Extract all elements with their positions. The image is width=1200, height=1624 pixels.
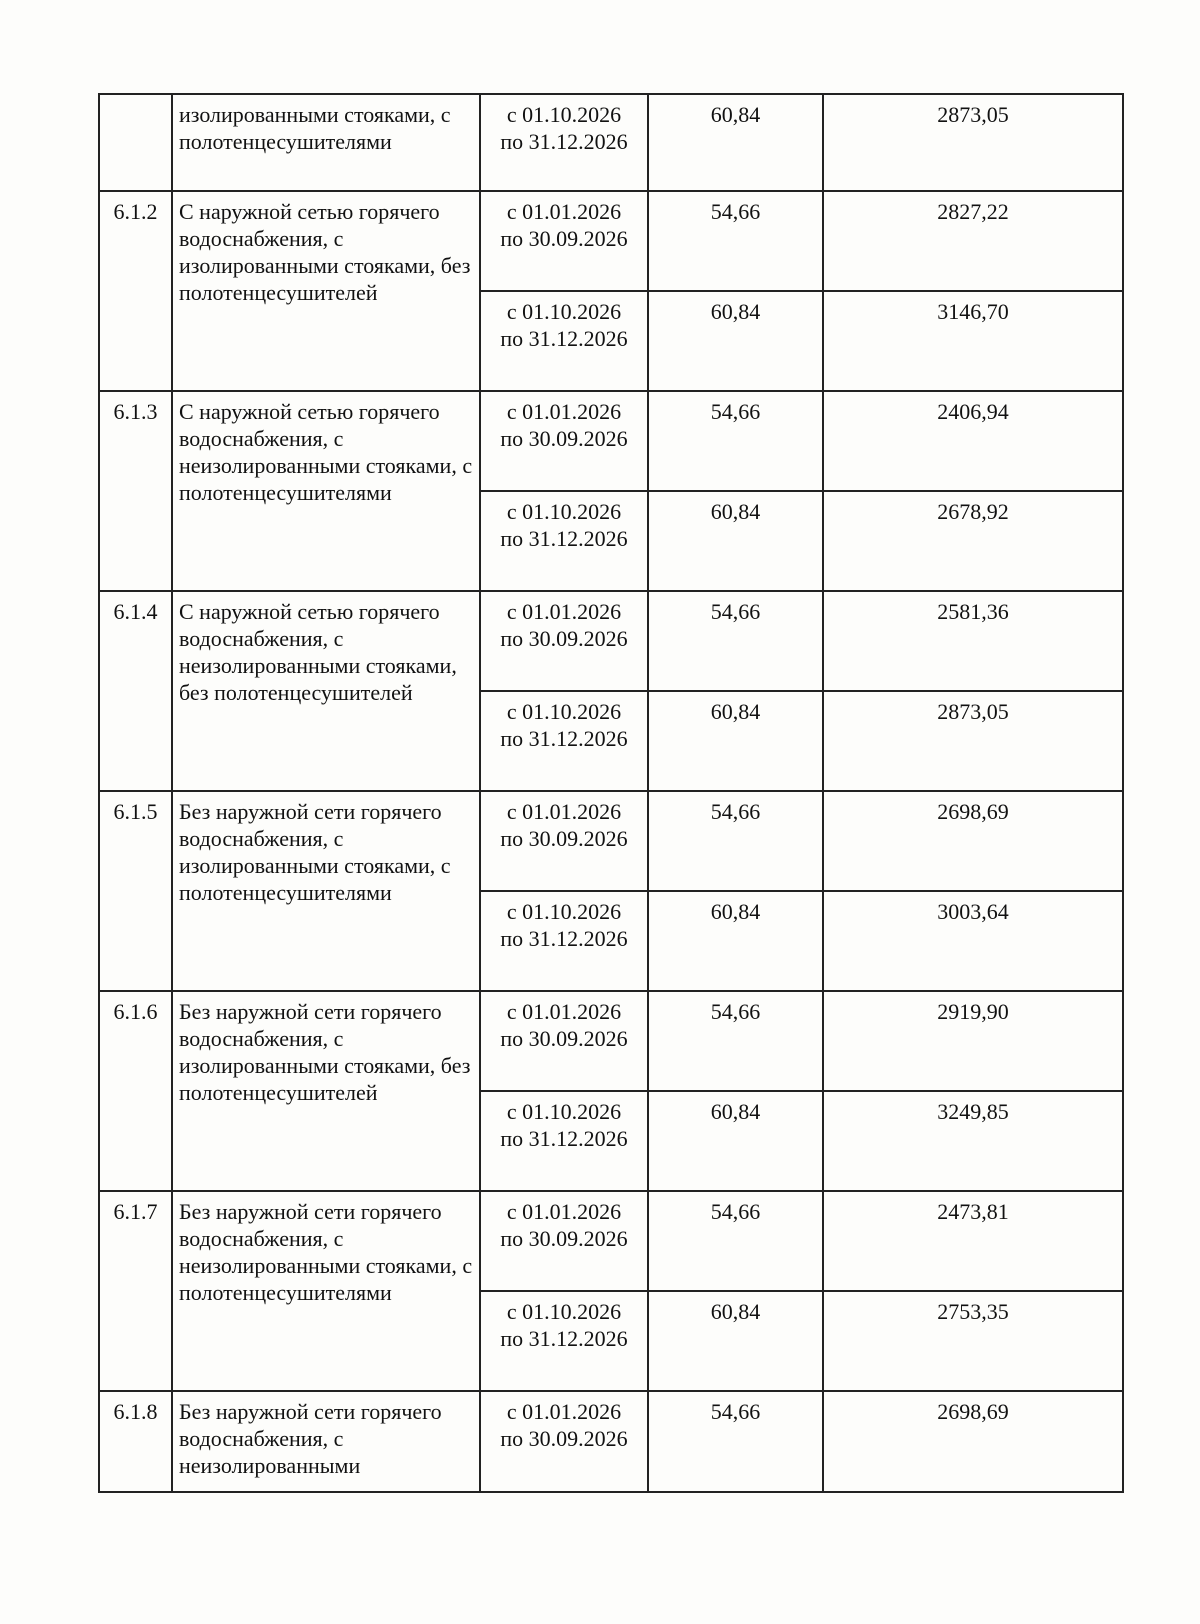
period-cell bbox=[480, 691, 648, 791]
period-to: по 30.09.2026 bbox=[500, 1226, 628, 1251]
period-cell bbox=[480, 291, 648, 391]
amount-cell: 2698,69 bbox=[823, 1391, 1123, 1492]
period-to: по 31.12.2026 bbox=[500, 1126, 628, 1151]
description-cell: изолированными стояками, с полотенцесушителями bbox=[172, 94, 480, 191]
period-cell bbox=[480, 191, 648, 291]
period-cell bbox=[480, 491, 648, 591]
amount-cell: 2873,05 bbox=[823, 94, 1123, 191]
tariff-cell: 54,66 bbox=[648, 991, 823, 1091]
table-row bbox=[99, 94, 1123, 191]
period-cell bbox=[480, 1191, 648, 1291]
table-row bbox=[99, 1391, 1123, 1492]
amount-cell: 2473,81 bbox=[823, 1191, 1123, 1291]
row-number-cell: 6.1.8 bbox=[99, 1391, 172, 1492]
period-from: с 01.01.2026 bbox=[506, 1399, 622, 1424]
period-to: по 30.09.2026 bbox=[500, 826, 628, 851]
row-number-cell: 6.1.5 bbox=[99, 791, 172, 991]
row-number-cell: 6.1.3 bbox=[99, 391, 172, 591]
period-from: с 01.10.2026 bbox=[506, 1099, 622, 1124]
description-cell: С наружной сетью горячего водоснабжения, с изолированными стояками, без полотенцесушителей bbox=[172, 191, 480, 391]
table-row bbox=[99, 191, 1123, 291]
amount-cell: 2873,05 bbox=[823, 691, 1123, 791]
period-from: с 01.10.2026 bbox=[506, 1299, 622, 1324]
period-cell bbox=[480, 891, 648, 991]
period-to: по 31.12.2026 bbox=[500, 926, 628, 951]
tariff-cell: 60,84 bbox=[648, 491, 823, 591]
period-to: по 31.12.2026 bbox=[500, 526, 628, 551]
period-to: по 30.09.2026 bbox=[500, 1026, 628, 1051]
row-number-cell: 6.1.2 bbox=[99, 191, 172, 391]
period-to: по 31.12.2026 bbox=[500, 129, 628, 154]
period-cell bbox=[480, 1391, 648, 1492]
tariff-table-body bbox=[99, 94, 1123, 1492]
row-number-cell: 6.1.4 bbox=[99, 591, 172, 791]
period-cell bbox=[480, 1291, 648, 1391]
amount-cell: 2678,92 bbox=[823, 491, 1123, 591]
period-from: с 01.01.2026 bbox=[506, 1199, 622, 1224]
table-row bbox=[99, 991, 1123, 1091]
tariff-cell: 54,66 bbox=[648, 191, 823, 291]
amount-cell: 3146,70 bbox=[823, 291, 1123, 391]
amount-cell: 2753,35 bbox=[823, 1291, 1123, 1391]
table-row bbox=[99, 391, 1123, 491]
period-from: с 01.01.2026 bbox=[506, 799, 622, 824]
period-to: по 31.12.2026 bbox=[500, 1326, 628, 1351]
period-from: с 01.10.2026 bbox=[506, 699, 622, 724]
tariff-table bbox=[98, 93, 1124, 1493]
period-to: по 31.12.2026 bbox=[500, 326, 628, 351]
tariff-cell: 60,84 bbox=[648, 891, 823, 991]
description-cell: С наружной сетью горячего водоснабжения, с неизолированными стояками, без полотенцесушителей bbox=[172, 591, 480, 791]
table-row bbox=[99, 591, 1123, 691]
tariff-cell: 60,84 bbox=[648, 1091, 823, 1191]
tariff-cell: 60,84 bbox=[648, 291, 823, 391]
period-cell bbox=[480, 991, 648, 1091]
period-to: по 31.12.2026 bbox=[500, 726, 628, 751]
tariff-cell: 54,66 bbox=[648, 791, 823, 891]
period-from: с 01.10.2026 bbox=[506, 899, 622, 924]
description-cell: Без наружной сети горячего водоснабжения, с изолированными стояками, без полотенцесушителей bbox=[172, 991, 480, 1191]
period-from: с 01.10.2026 bbox=[506, 102, 622, 127]
period-from: с 01.10.2026 bbox=[506, 299, 622, 324]
period-to: по 30.09.2026 bbox=[500, 226, 628, 251]
amount-cell: 2581,36 bbox=[823, 591, 1123, 691]
tariff-cell: 54,66 bbox=[648, 1391, 823, 1492]
period-from: с 01.01.2026 bbox=[506, 399, 622, 424]
row-number-cell bbox=[99, 94, 172, 191]
description-cell: С наружной сетью горячего водоснабжения, с неизолированными стояками, с полотенцесушителями bbox=[172, 391, 480, 591]
amount-cell: 2827,22 bbox=[823, 191, 1123, 291]
tariff-cell: 54,66 bbox=[648, 591, 823, 691]
amount-cell: 2919,90 bbox=[823, 991, 1123, 1091]
period-to: по 30.09.2026 bbox=[500, 626, 628, 651]
table-row bbox=[99, 791, 1123, 891]
period-cell bbox=[480, 94, 648, 191]
description-cell: Без наружной сети горячего водоснабжения, с неизолированными bbox=[172, 1391, 480, 1492]
period-to: по 30.09.2026 bbox=[500, 426, 628, 451]
tariff-cell: 60,84 bbox=[648, 94, 823, 191]
period-from: с 01.01.2026 bbox=[506, 999, 622, 1024]
period-cell bbox=[480, 1091, 648, 1191]
tariff-cell: 54,66 bbox=[648, 391, 823, 491]
period-from: с 01.10.2026 bbox=[506, 499, 622, 524]
description-cell: Без наружной сети горячего водоснабжения, с изолированными стояками, с полотенцесушителями bbox=[172, 791, 480, 991]
period-cell bbox=[480, 591, 648, 691]
amount-cell: 2406,94 bbox=[823, 391, 1123, 491]
table-row bbox=[99, 1191, 1123, 1291]
tariff-cell: 60,84 bbox=[648, 691, 823, 791]
tariff-cell: 60,84 bbox=[648, 1291, 823, 1391]
row-number-cell: 6.1.6 bbox=[99, 991, 172, 1191]
period-cell bbox=[480, 791, 648, 891]
period-from: с 01.01.2026 bbox=[506, 599, 622, 624]
period-to: по 30.09.2026 bbox=[500, 1426, 628, 1451]
period-cell bbox=[480, 391, 648, 491]
row-number-cell: 6.1.7 bbox=[99, 1191, 172, 1391]
amount-cell: 3249,85 bbox=[823, 1091, 1123, 1191]
description-cell: Без наружной сети горячего водоснабжения, с неизолированными стояками, с полотенцесушителями bbox=[172, 1191, 480, 1391]
period-from: с 01.01.2026 bbox=[506, 199, 622, 224]
amount-cell: 2698,69 bbox=[823, 791, 1123, 891]
tariff-cell: 54,66 bbox=[648, 1191, 823, 1291]
amount-cell: 3003,64 bbox=[823, 891, 1123, 991]
